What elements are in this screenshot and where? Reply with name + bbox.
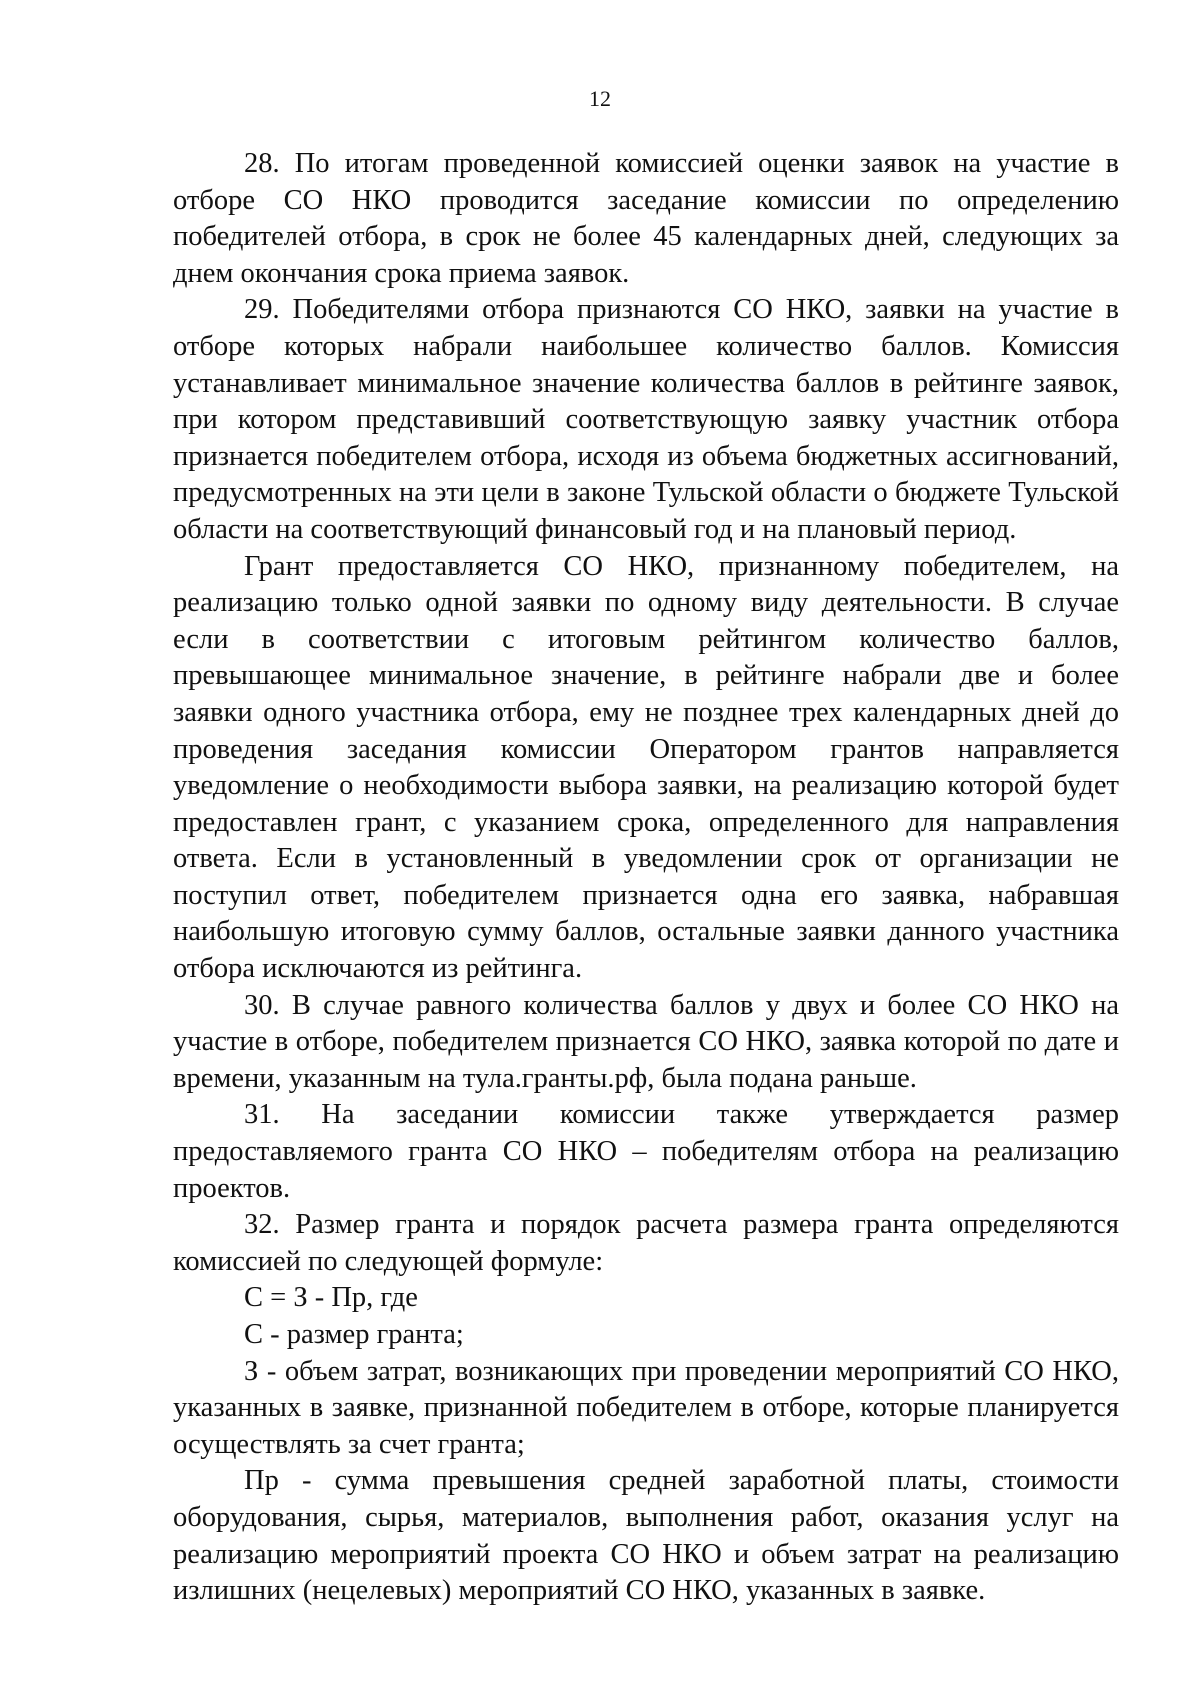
paragraph-32: 32. Размер гранта и порядок расчета размера гранта определяются комиссией по следующей формуле:: [173, 1209, 1119, 1277]
formula-definition-pr: Пр - сумма превышения средней заработной платы, стоимости оборудования, сырья, материалов, выполнения работ, оказания услуг на реализацию мероприятий проекта СО НКО и объем затрат на реализацию излишних (нецелевых) мероприятий СО НКО, указанных в заявке.: [173, 1465, 1119, 1607]
paragraph-30: 30. В случае равного количества баллов у двух и более СО НКО на участие в отборе, победителем признается СО НКО, заявка которой по дате и времени, указанным на тула.гранты.рф, была подана раньше.: [173, 989, 1119, 1094]
paragraph-28: 28. По итогам проведенной комиссией оценки заявок на участие в отборе СО НКО проводится заседание комиссии по определению победителей отбора, в срок не более 45 календарных дней, следующих за днем окончания срока приема заявок.: [173, 148, 1119, 289]
document-body: [173, 146, 1119, 1610]
formula-definition-c: С - размер гранта;: [244, 1319, 464, 1350]
paragraph-29: 29. Победителями отбора признаются СО НКО, заявки на участие в отборе которых набрали наибольшее количество баллов. Комиссия устанавливает минимальное значение количества баллов в рейтинге заявок, при котором представивший соответствующую заявку участник отбора признается победителем отбора, исходя из объема бюджетных ассигнований, предусмотренных на эти цели в законе Тульской области о бюджете Тульской области на соответствующий финансовый год и на плановый период.: [173, 294, 1119, 545]
paragraph-grant-one-application: Грант предоставляется СО НКО, признанному победителем, на реализацию только одной заявки по одному виду деятельности. В случае если в соответствии с итоговым рейтингом количество баллов, превышающее минимальное значение, в рейтинге набрали две и более заявки одного участника отбора, ему не позднее трех календарных дней до проведения заседания комиссии Оператором грантов направляется уведомление о необходимости выбора заявки, на реализацию которой будет предоставлен грант, с указанием срока, определенного для направления ответа. Если в установленный в уведомлении срок от организации не поступил ответ, победителем признается одна его заявка, набравшая наибольшую итоговую сумму баллов, остальные заявки данного участника отбора исключаются из рейтинга.: [173, 550, 1119, 985]
formula-line: С = З - Пр, где: [244, 1282, 418, 1314]
paragraph-31: 31. На заседании комиссии также утверждается размер предоставляемого гранта СО НКО – победителям отбора на реализацию проектов.: [173, 1099, 1119, 1204]
page-number: 12: [589, 86, 611, 111]
formula-definition-z: З - объем затрат, возникающих при проведении мероприятий СО НКО, указанных в заявке, признанной победителем в отборе, которые планируется осуществлять за счет гранта;: [173, 1355, 1119, 1460]
